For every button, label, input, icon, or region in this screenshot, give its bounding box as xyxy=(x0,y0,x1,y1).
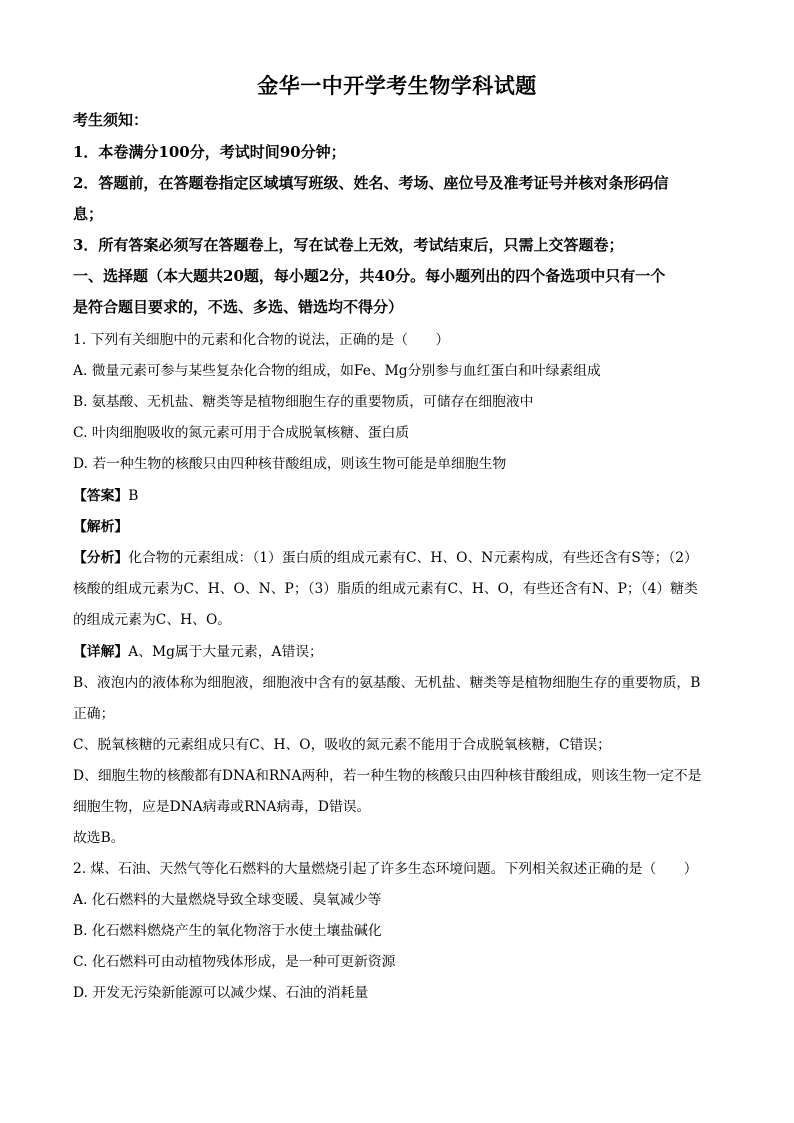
notice-item-2-cont: 息； xyxy=(73,205,104,223)
detail-line-6: 细胞生物，应是DNA病毒或RNA病毒，D错误。 xyxy=(73,799,371,815)
answer-line xyxy=(73,484,138,504)
question-2-option-c: C. 化石燃料可由动植物残体形成，是一种可更新资源 xyxy=(73,954,396,970)
answer-tag: 【答案】 xyxy=(73,488,129,504)
detail-line-7: 故选B。 xyxy=(73,830,125,846)
question-1-option-c: C. 叶肉细胞吸收的氮元素可用于合成脱氧核糖、蛋白质 xyxy=(73,425,410,441)
fenxi-line-3: 的组成元素为C、H、O。 xyxy=(73,612,232,628)
question-1-option-a: A. 微量元素可参与某些复杂化合物的组成，如Fe、Mg分别参与血红蛋白和叶绿素组成 xyxy=(73,363,601,379)
section-heading-1: 一、选择题（本大题共20题，每小题2分，共40分。每小题列出的四个备选项中只有一个 xyxy=(73,267,666,285)
detail-line-5: D、细胞生物的核酸都有DNA和RNA两种，若一种生物的核酸只由四种核苷酸组成，则该生物一定不是 xyxy=(73,768,702,784)
section-heading-2: 是符合题目要求的，不选、多选、错选均不得分） xyxy=(73,298,404,316)
detail-line-2: B、液泡内的液体称为细胞液，细胞液中含有的氨基酸、无机盐、糖类等是植物细胞生存的重要物质，B xyxy=(73,675,701,691)
detail-text-1: A、Mg属于大量元素，A错误； xyxy=(128,644,323,660)
question-2-option-a: A. 化石燃料的大量燃烧导致全球变暖、臭氧减少等 xyxy=(73,892,382,908)
fenxi-line-2: 核酸的组成元素为C、H、O、N、P；（3）脂质的组成元素有C、H、O，有些还含有N、P；（4）糖类 xyxy=(73,581,698,597)
fenxi-line-1 xyxy=(73,546,698,566)
answer-value: B xyxy=(128,488,139,504)
page-title: 金华一中开学考生物学科试题 xyxy=(257,73,537,98)
notice-heading: 考生须知： xyxy=(73,111,149,129)
question-1-option-d: D. 若一种生物的核酸只由四种核苷酸组成，则该生物可能是单细胞生物 xyxy=(73,456,507,472)
analysis-tag xyxy=(73,515,128,535)
question-2-stem: 2. 煤、石油、天然气等化石燃料的大量燃烧引起了许多生态环境问题。下列相关叙述正确的是（ ） xyxy=(73,861,698,877)
fenxi-tag: 【分析】 xyxy=(73,550,129,566)
notice-item-1: 1．本卷满分100分，考试时间90分钟； xyxy=(73,143,346,161)
question-1-option-b: B. 氨基酸、无机盐、糖类等是植物细胞生存的重要物质，可储存在细胞液中 xyxy=(73,394,534,410)
question-1-stem: 1. 下列有关细胞中的元素和化合物的说法，正确的是（ ） xyxy=(73,332,450,348)
detail-tag: 【详解】 xyxy=(73,644,129,660)
detail-line-1 xyxy=(73,640,323,660)
notice-item-3: 3．所有答案必须写在答题卷上，写在试卷上无效，考试结束后，只需上交答题卷； xyxy=(73,236,624,254)
detail-line-4: C、脱氧核糖的元素组成只有C、H、O，吸收的氮元素不能用于合成脱氧核糖，C错误； xyxy=(73,737,611,753)
analysis-label: 【解析】 xyxy=(73,519,129,535)
detail-line-3: 正确； xyxy=(73,706,115,722)
fenxi-text-1: 化合物的元素组成：（1）蛋白质的组成元素有C、H、O、N元素构成，有些还含有S等；（2） xyxy=(128,550,698,566)
question-2-option-b: B. 化石燃料燃烧产生的氧化物溶于水使土壤盐碱化 xyxy=(73,923,382,939)
notice-item-2: 2．答题前，在答题卷指定区域填写班级、姓名、考场、座位号及准考证号并核对条形码信 xyxy=(73,174,669,192)
question-2-option-d: D. 开发无污染新能源可以减少煤、石油的消耗量 xyxy=(73,985,369,1001)
